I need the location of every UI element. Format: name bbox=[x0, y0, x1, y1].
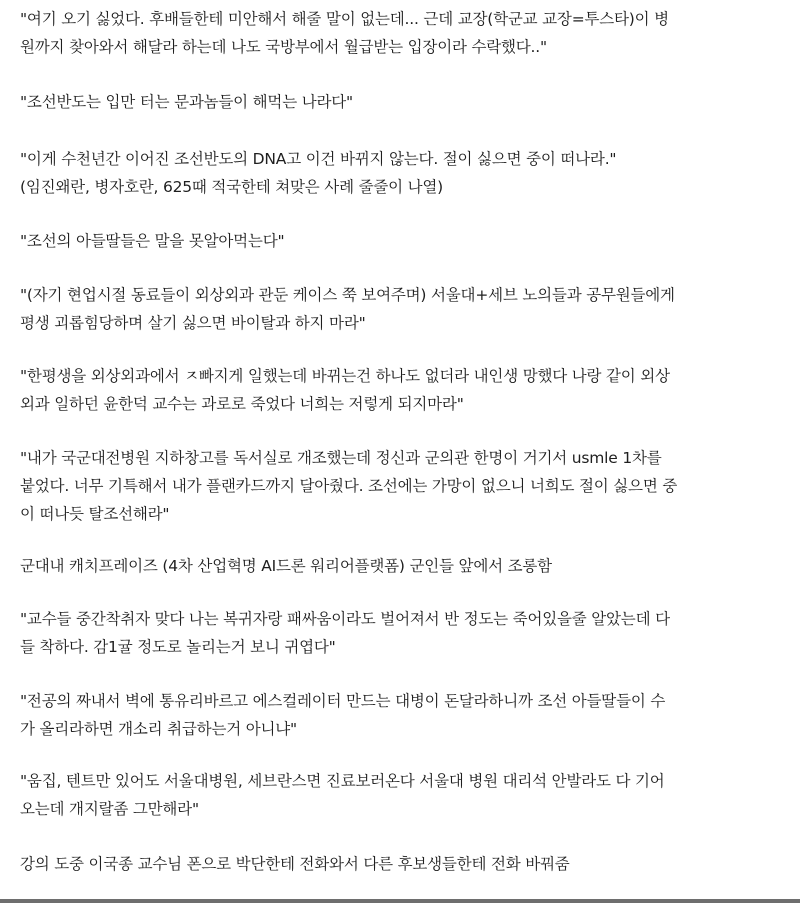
paragraph-line: "움집, 텐트만 있어도 서울대병원, 세브란스면 진료보러온다 서울대 병원 대리석 안발라도 다 기어 bbox=[20, 772, 665, 790]
paragraph-line: "(자기 현업시절 동료들이 외상외과 관둔 케이스 쭉 보여주며) 서울대+세브 노의들과 공무원들에게 bbox=[20, 286, 675, 304]
bottom-divider bbox=[0, 899, 800, 903]
paragraph-line: "조선반도는 입만 터는 문과놈들이 해먹는 나라다" bbox=[20, 93, 353, 111]
paragraph-5 bbox=[20, 281, 792, 337]
paragraph-line: (임진왜란, 병자호란, 625때 적국한테 쳐맞은 사례 줄줄이 나열) bbox=[20, 178, 444, 196]
paragraph-11 bbox=[20, 767, 792, 823]
paragraph-line: "전공의 짜내서 벽에 통유리바르고 에스컬레이터 만드는 대병이 돈달라하니까 조선 아들딸들이 수 bbox=[20, 692, 666, 710]
paragraph-line: 들 착하다. 감1귤 정도로 놀리는거 보니 귀엽다" bbox=[20, 638, 336, 656]
paragraph-line: 가 올리라하면 개소리 취급하는거 아니냐" bbox=[20, 720, 297, 738]
paragraph-line: 오는데 개지랄좀 그만해라" bbox=[20, 800, 199, 818]
paragraph-10 bbox=[20, 687, 792, 743]
paragraph-8 bbox=[20, 552, 792, 580]
paragraph-line: 이 떠나듯 탈조선해라" bbox=[20, 505, 170, 523]
paragraph-4 bbox=[20, 227, 792, 255]
paragraph-line: 평생 괴롭힘당하며 살기 싫으면 바이탈과 하지 마라" bbox=[20, 314, 366, 332]
paragraph-line: "교수들 중간착취자 맞다 나는 복귀자랑 패싸움이라도 벌어져서 반 정도는 죽어있을줄 알았는데 다 bbox=[20, 610, 670, 628]
paragraph-line: 원까지 찾아와서 해달라 하는데 나도 국방부에서 월급받는 입장이라 수락했다.." bbox=[20, 38, 547, 56]
paragraph-2 bbox=[20, 88, 792, 116]
paragraph-9 bbox=[20, 605, 792, 661]
paragraph-7 bbox=[20, 444, 792, 528]
paragraph-12 bbox=[20, 850, 792, 878]
paragraph-3 bbox=[20, 145, 792, 201]
paragraph-line: "조선의 아들딸들은 말을 못알아먹는다" bbox=[20, 232, 285, 250]
paragraph-line: 군대내 캐치프레이즈 (4차 산업혁명 AI드론 워리어플랫폼) 군인들 앞에서 조롱함 bbox=[20, 557, 552, 575]
paragraph-line: "이게 수천년간 이어진 조선반도의 DNA고 이건 바뀌지 않는다. 절이 싫으면 중이 떠나라." bbox=[20, 150, 617, 168]
paragraph-6 bbox=[20, 362, 792, 418]
paragraph-line: 강의 도중 이국종 교수님 폰으로 박단한테 전화와서 다른 후보생들한테 전화 바꿔줌 bbox=[20, 855, 570, 873]
paragraph-line: 외과 일하던 윤한덕 교수는 과로로 죽었다 너희는 저렇게 되지마라" bbox=[20, 395, 464, 413]
paragraph-line: 붙었다. 너무 기특해서 내가 플랜카드까지 달아줬다. 조선에는 가망이 없으니 너희도 절이 싫으면 중 bbox=[20, 477, 678, 495]
paragraph-1 bbox=[20, 5, 792, 61]
paragraph-line: "내가 국군대전병원 지하창고를 독서실로 개조했는데 정신과 군의관 한명이 거기서 usmle 1차를 bbox=[20, 449, 662, 467]
paragraph-line: "한평생을 외상외과에서 ㅈ빠지게 일했는데 바뀌는건 하나도 없더라 내인생 망했다 나랑 같이 외상 bbox=[20, 367, 670, 385]
paragraph-line: "여기 오기 싫었다. 후배들한테 미안해서 해줄 말이 없는데... 근데 교장(학군교 교장=투스타)이 병 bbox=[20, 10, 669, 28]
